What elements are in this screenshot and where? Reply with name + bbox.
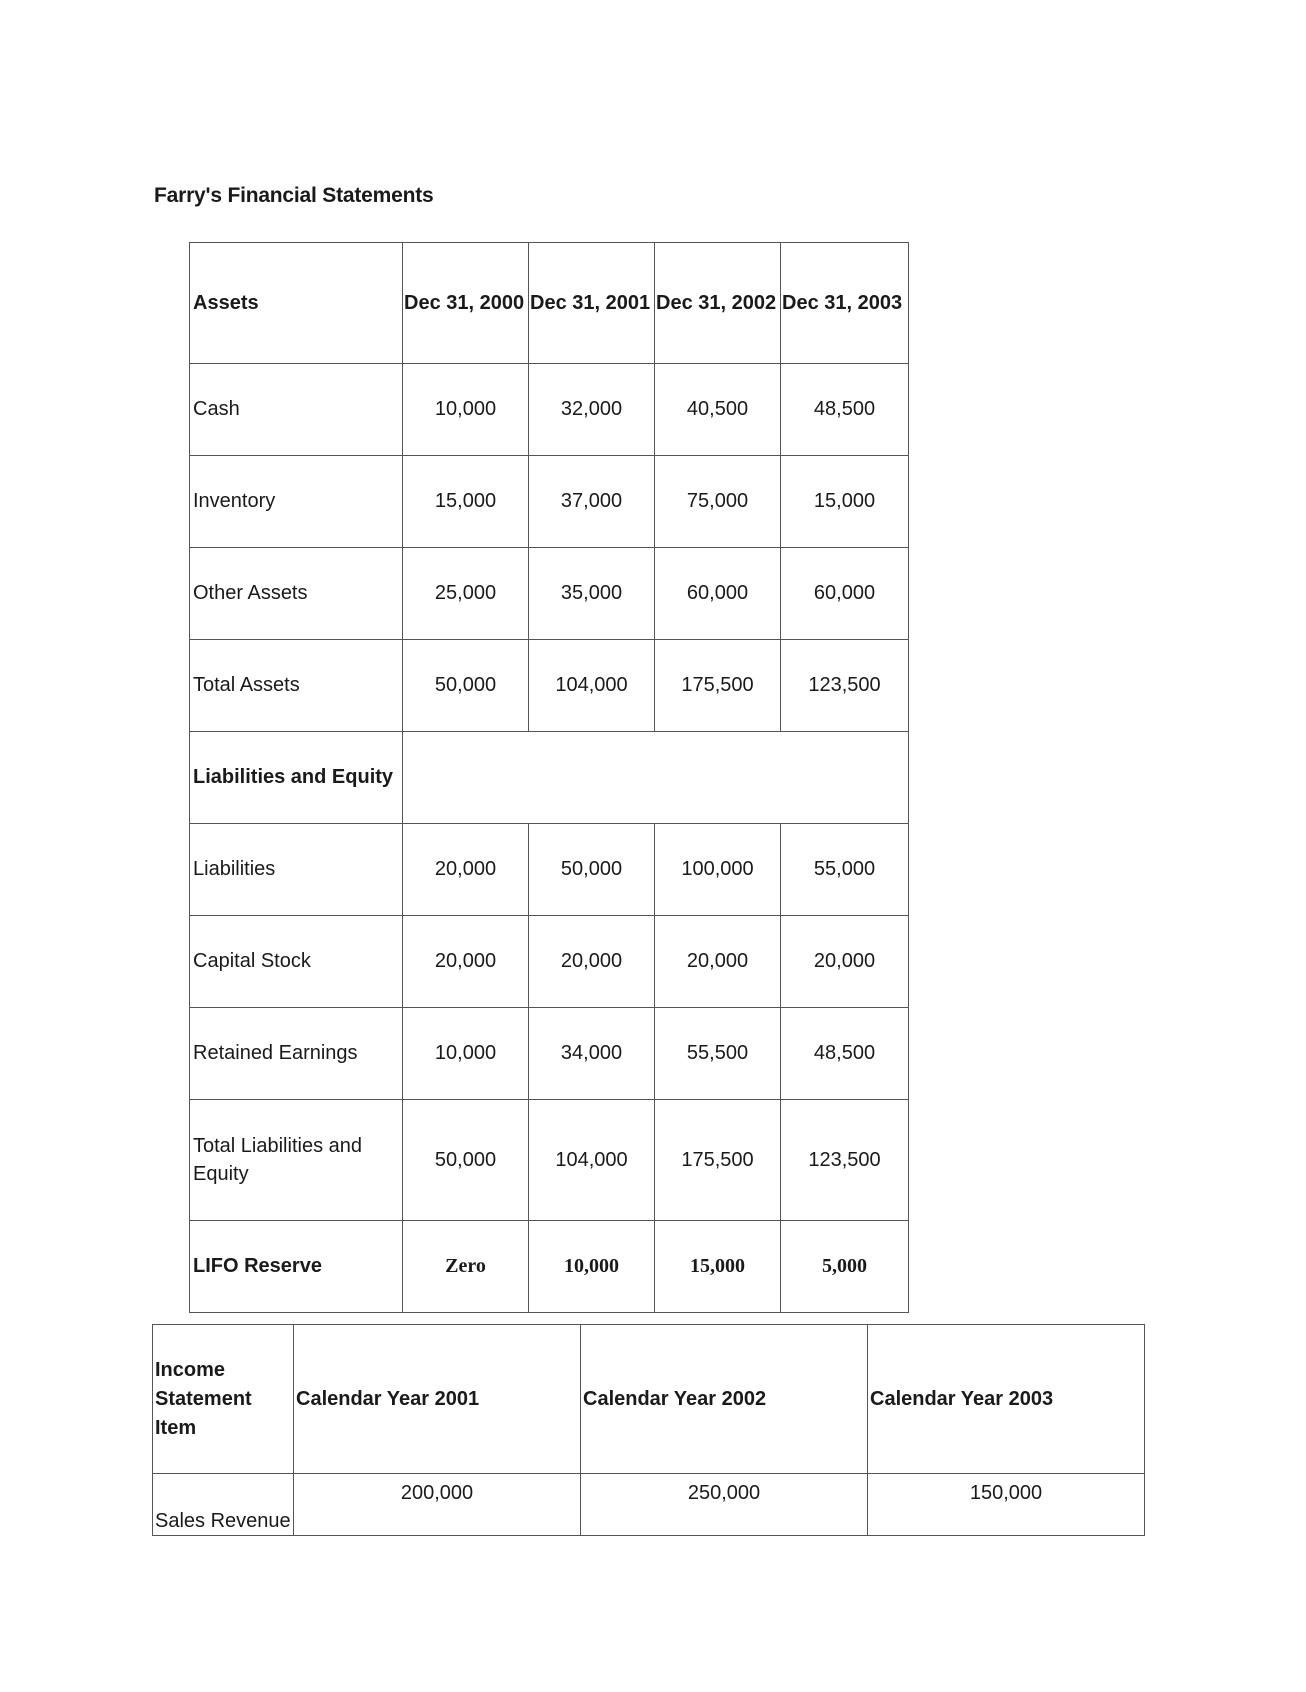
cell-value: 60,000 — [655, 548, 781, 640]
cell-value: 10,000 — [403, 364, 529, 456]
cell-value: 200,000 — [294, 1474, 581, 1536]
table-row — [190, 548, 909, 640]
cell-value: 75,000 — [655, 456, 781, 548]
cell-value: 20,000 — [529, 916, 655, 1008]
row-label: Sales Revenue — [153, 1474, 294, 1536]
header-assets: Assets — [190, 243, 403, 364]
cell-value: 50,000 — [403, 640, 529, 732]
row-label: LIFO Reserve — [190, 1221, 403, 1313]
section-empty-cell — [403, 732, 909, 824]
income-statement-table — [152, 1324, 1145, 1536]
table-row — [190, 640, 909, 732]
cell-value: 48,500 — [781, 364, 909, 456]
cell-value: 104,000 — [529, 640, 655, 732]
cell-value: 55,000 — [781, 824, 909, 916]
cell-value: 250,000 — [581, 1474, 868, 1536]
header-year: Calendar Year 2003 — [868, 1325, 1145, 1474]
row-label: Cash — [190, 364, 403, 456]
table-row — [190, 456, 909, 548]
row-label: Liabilities — [190, 824, 403, 916]
row-label: Inventory — [190, 456, 403, 548]
income-statement-header-row — [153, 1325, 1145, 1474]
cell-value: 15,000 — [655, 1221, 781, 1313]
table-row — [190, 1100, 909, 1221]
row-label: Total Assets — [190, 640, 403, 732]
section-row — [190, 732, 909, 824]
cell-value: 123,500 — [781, 640, 909, 732]
cell-value: 48,500 — [781, 1008, 909, 1100]
cell-value: 175,500 — [655, 640, 781, 732]
cell-value: 50,000 — [403, 1100, 529, 1221]
cell-value: 20,000 — [403, 916, 529, 1008]
cell-value: 10,000 — [403, 1008, 529, 1100]
header-date: Dec 31, 2002 — [655, 243, 781, 364]
cell-value: 25,000 — [403, 548, 529, 640]
cell-value: 40,500 — [655, 364, 781, 456]
cell-value: 35,000 — [529, 548, 655, 640]
cell-value: 34,000 — [529, 1008, 655, 1100]
row-label: Total Liabilities and Equity — [190, 1100, 403, 1221]
cell-value: 20,000 — [403, 824, 529, 916]
table-row — [190, 364, 909, 456]
table-row — [153, 1474, 1145, 1536]
cell-value: 15,000 — [403, 456, 529, 548]
header-income-statement-item: Income Statement Item — [153, 1325, 294, 1474]
lifo-reserve-row — [190, 1221, 909, 1313]
header-date: Dec 31, 2000 — [403, 243, 529, 364]
header-year: Calendar Year 2001 — [294, 1325, 581, 1474]
table-row — [190, 1008, 909, 1100]
balance-sheet-header-row — [190, 243, 909, 364]
cell-value: 55,500 — [655, 1008, 781, 1100]
document-title: Farry's Financial Statements — [154, 184, 434, 207]
table-row — [190, 916, 909, 1008]
balance-sheet-table — [189, 242, 909, 1313]
cell-value: 50,000 — [529, 824, 655, 916]
cell-value: Zero — [403, 1221, 529, 1313]
header-date: Dec 31, 2003 — [781, 243, 909, 364]
cell-value: 5,000 — [781, 1221, 909, 1313]
header-date: Dec 31, 2001 — [529, 243, 655, 364]
cell-value: 32,000 — [529, 364, 655, 456]
cell-value: 150,000 — [868, 1474, 1145, 1536]
row-label: Capital Stock — [190, 916, 403, 1008]
header-year: Calendar Year 2002 — [581, 1325, 868, 1474]
cell-value: 100,000 — [655, 824, 781, 916]
cell-value: 20,000 — [781, 916, 909, 1008]
row-label: Other Assets — [190, 548, 403, 640]
cell-value: 104,000 — [529, 1100, 655, 1221]
row-label: Retained Earnings — [190, 1008, 403, 1100]
cell-value: 175,500 — [655, 1100, 781, 1221]
table-row — [190, 824, 909, 916]
cell-value: 10,000 — [529, 1221, 655, 1313]
cell-value: 123,500 — [781, 1100, 909, 1221]
cell-value: 60,000 — [781, 548, 909, 640]
cell-value: 37,000 — [529, 456, 655, 548]
cell-value: 20,000 — [655, 916, 781, 1008]
section-label: Liabilities and Equity — [190, 732, 403, 824]
cell-value: 15,000 — [781, 456, 909, 548]
